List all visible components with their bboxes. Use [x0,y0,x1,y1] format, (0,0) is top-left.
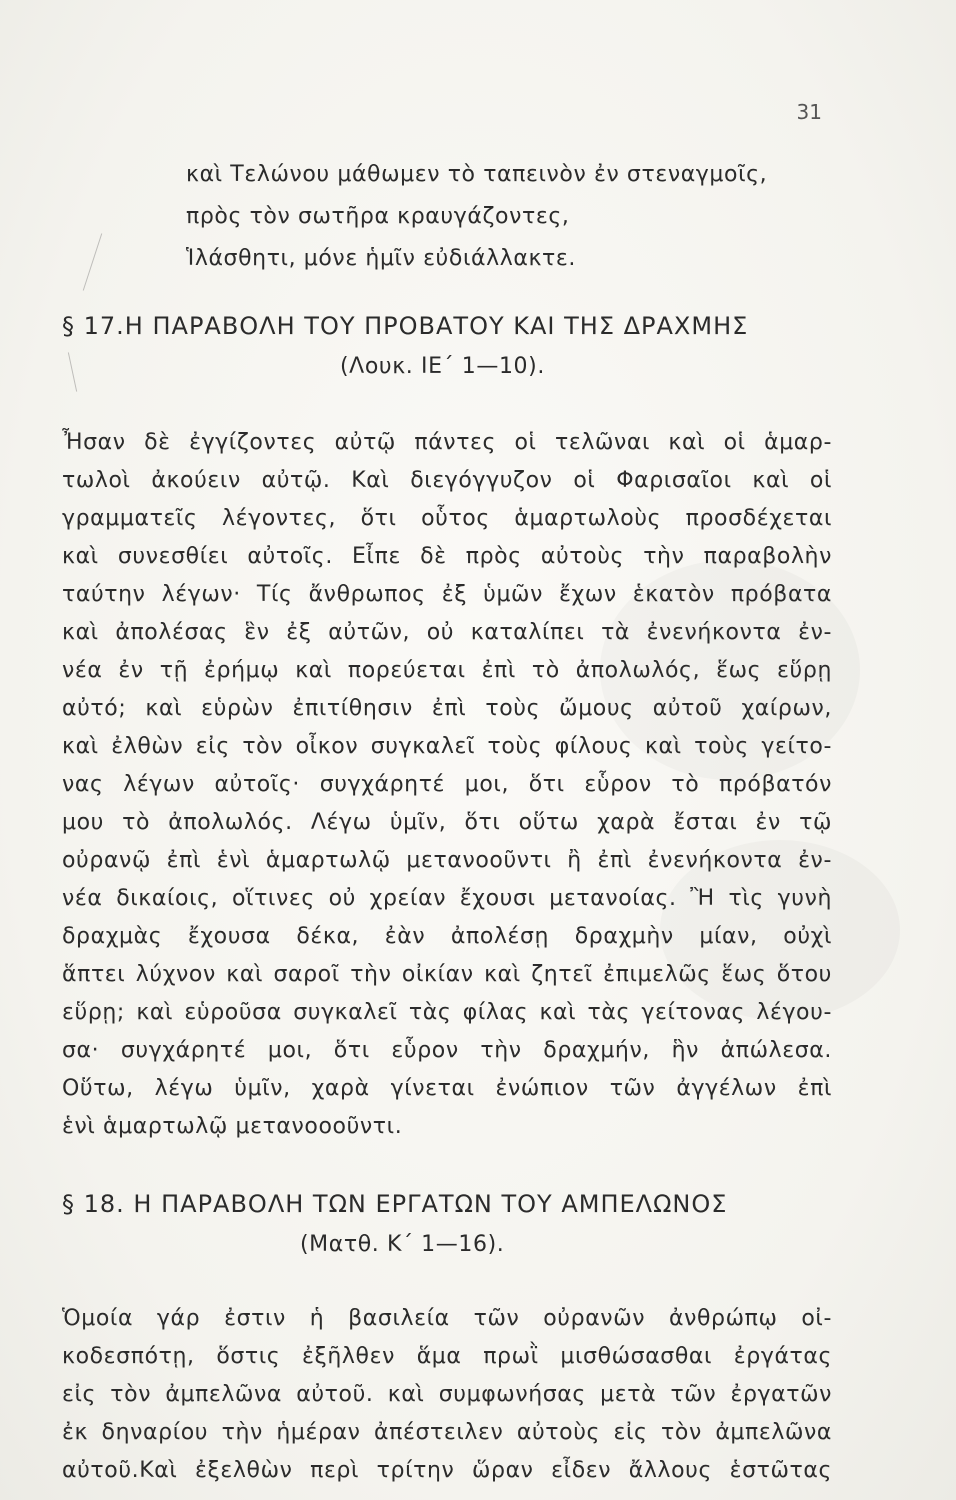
paragraph-line: γραμματεῖς λέγοντες, ὅτι οὗτος ἁμαρτωλοὺς προσδέχεται [62,506,832,531]
pencil-mark [68,352,77,391]
paragraph-line: ἑνὶ ἁμαρτωλῷ μετανοοοῦντι. [62,1114,403,1139]
paragraph-line: καὶ συνεσθίει αὐτοῖς. Εἶπε δὲ πρὸς αὐτοὺς τὴν παραβολὴν [62,544,832,569]
paragraph-line: σα· συγχάρητέ μοι, ὅτι εὗρον τὴν δραχμήν, ἣν ἀπώλεσα. [62,1038,832,1063]
section-18-reference: (Ματθ. Κ΄ 1—16). [300,1232,505,1257]
paragraph-line: καὶ ἐλθὼν εἰς τὸν οἶκον συγκαλεῖ τοὺς φίλους καὶ τοὺς γείτο- [62,734,832,759]
paragraph-line: κοδεσπότῃ, ὅστις ἐξῆλθεν ἅμα πρωῒ μισθώσασθαι ἐργάτας [62,1344,832,1369]
paragraph-line: Ὁμοία γάρ ἐστιν ἡ βασιλεία τῶν οὐρανῶν ἀνθρώπῳ οἰ- [62,1306,832,1331]
intro-line: πρὸς τὸν σωτῆρα κραυγάζοντες, [186,204,570,229]
paragraph-line: καὶ ἀπολέσας ἓν ἐξ αὐτῶν, οὐ καταλίπει τὰ ἐνενήκοντα ἐν- [62,620,832,645]
paragraph-line: αὐτοῦ.Καὶ ἐξελθὼν περὶ τρίτην ὥραν εἶδεν ἄλλους ἑστῶτας [62,1458,832,1483]
intro-line: καὶ Τελώνου μάθωμεν τὸ ταπεινὸν ἐν στεναγμοῖς, [186,162,768,187]
paragraph-line: τωλοὶ ἀκούειν αὐτῷ. Καὶ διεγόγγυζον οἱ Φαρισαῖοι καὶ οἱ [62,468,832,493]
paragraph-line: οὐρανῷ ἐπὶ ἑνὶ ἁμαρτωλῷ μετανοοῦντι ἢ ἐπὶ ἐνενήκοντα ἐν- [62,848,832,873]
paragraph-line: αὐτό; καὶ εὑρὼν ἐπιτίθησιν ἐπὶ τοὺς ὤμους αὐτοῦ χαίρων, [62,696,832,721]
paragraph-line: ἅπτει λύχνον καὶ σαροῖ τὴν οἰκίαν καὶ ζητεῖ ἐπιμελῶς ἕως ὅτου [62,962,832,987]
paragraph-line: Οὕτω, λέγω ὑμῖν, χαρὰ γίνεται ἐνώπιον τῶν ἀγγέλων ἐπὶ [62,1076,832,1101]
paragraph-line: ταύτην λέγων· Τίς ἄνθρωπος ἐξ ὑμῶν ἔχων ἑκατὸν πρόβατα [62,582,832,607]
section-18-title: § 18. Η ΠΑΡΑΒΟΛΗ ΤΩΝ ΕΡΓΑΤΩΝ ΤΟΥ ΑΜΠΕΛΩΝΟΣ [62,1190,728,1218]
paragraph-line: νέα δικαίοις, οἵτινες οὐ χρείαν ἔχουσι μετανοίας. Ἢ τὶς γυνὴ [62,886,832,911]
paragraph-line: νας λέγων αὐτοῖς· συγχάρητέ μοι, ὅτι εὗρον τὸ πρόβατόν [62,772,832,797]
pencil-mark [83,233,102,290]
paragraph-line: Ἦσαν δὲ ἐγγίζοντες αὐτῷ πάντες οἱ τελῶναι καὶ οἱ ἁμαρ- [62,430,832,455]
paragraph-line: εἰς τὸν ἀμπελῶνα αὐτοῦ. καὶ συμφωνήσας μετὰ τῶν ἐργατῶν [62,1382,832,1407]
paragraph-line: δραχμὰς ἔχουσα δέκα, ἐὰν ἀπολέσῃ δραχμὴν μίαν, οὐχὶ [62,924,832,949]
paragraph-line: νέα ἐν τῇ ἐρήμῳ καὶ πορεύεται ἐπὶ τὸ ἀπολωλός, ἕως εὕρῃ [62,658,832,683]
paragraph-line: μου τὸ ἀπολωλός. Λέγω ὑμῖν, ὅτι οὕτω χαρὰ ἔσται ἐν τῷ [62,810,832,835]
paragraph-line: ἐκ δηναρίου τὴν ἡμέραν ἀπέστειλεν αὐτοὺς εἰς τὸν ἀμπελῶνα [62,1420,832,1445]
page-number: 31 [796,100,822,124]
intro-line: Ἱλάσθητι, μόνε ἡμῖν εὐδιάλλακτε. [186,246,576,271]
paragraph-line: εὕρῃ; καὶ εὑροῦσα συγκαλεῖ τὰς φίλας καὶ τὰς γείτονας λέγου- [62,1000,832,1025]
section-17-reference: (Λουκ. ΙΕ΄ 1—10). [340,354,545,379]
section-17-title: § 17.Η ΠΑΡΑΒΟΛΗ ΤΟΥ ΠΡΟΒΑΤΟΥ ΚΑΙ ΤΗΣ ΔΡΑΧΜΗΣ [62,312,749,340]
